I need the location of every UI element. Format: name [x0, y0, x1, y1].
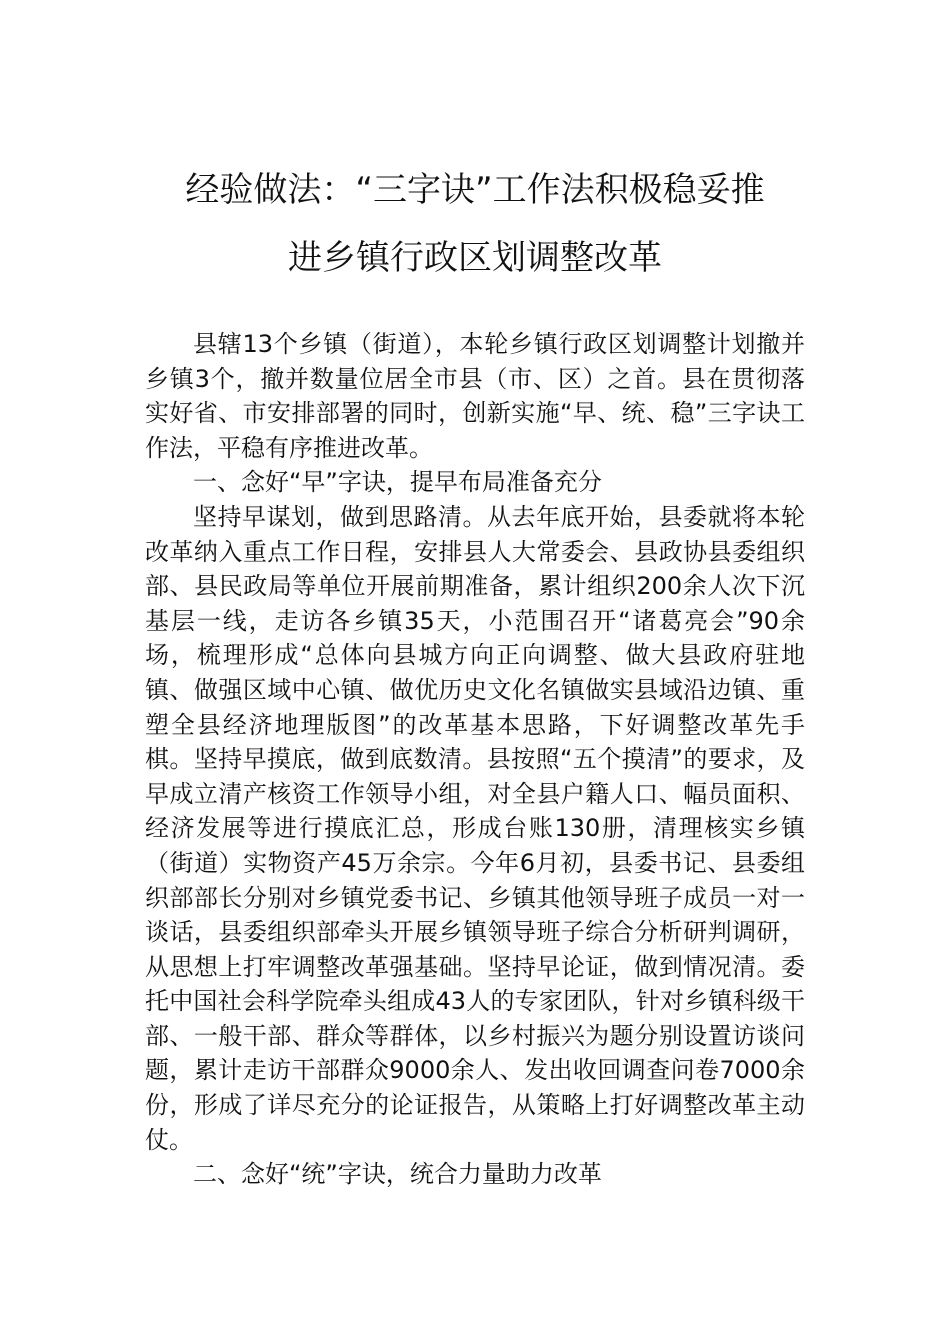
- section-heading-2: 二、念好“统”字诀，统合力量助力改革: [193, 1160, 602, 1189]
- section-1-paragraph: 坚持早谋划，做到思路清。从去年底开始，县委就将本轮改革纳入重点工作日程，安排县人大常委会、县政协县委组织部、县民政局等单位开展前期准备，累计组织200余人次下沉基层一线，走访各乡镇35天，小范围召开“诸葛亮会”90余场，梳理形成“总体向县城方向正向调整、做大县政府驻地镇、做强区域中心镇、做优历史文化名镇做实县域沿边镇、重塑全县经济地理版图”的改革基本思路，下好调整改革先手棋。坚持早摸底，做到底数清。县按照“五个摸清”的要求，及早成立清产核资工作领导小组，对全县户籍人口、幅员面积、经济发展等进行摸底汇总，形成台账130册，清理核实乡镇（街道）实物资产45万余宗。今年6月初，县委书记、县委组织部部长分别对乡镇党委书记、乡镇其他领导班子成员一对一谈话，县委组织部牵头开展乡镇领导班子综合分析研判调研，从思想上打牢调整改革强基础。坚持早论证，做到情况清。委托中国社会科学院牵头组成43人的专家团队，针对乡镇科级干部、一般干部、群众等群体，以乡村振兴为题分别设置访谈问题，累计走访干部群众9000余人、发出收回调查问卷7000余份，形成了详尽充分的论证报告，从策略上打好调整改革主动仗。: [145, 502, 805, 1154]
- document-title-line-2: 进乡镇行政区划调整改革: [288, 238, 662, 278]
- document-body: [145, 327, 805, 1192]
- section-heading-1: 一、念好“早”字诀，提早布局准备充分: [193, 468, 602, 497]
- intro-paragraph: 县辖13个乡镇（街道），本轮乡镇行政区划调整计划撤并乡镇3个，撤并数量位居全市县（市、区）之首。县在贯彻落实好省、市安排部署的同时，创新实施“早、统、稳”三字诀工作法，平稳有序推进改革。: [145, 330, 805, 462]
- document-title-line-1: 经验做法：“三字诀”工作法积极稳妥推: [185, 170, 765, 210]
